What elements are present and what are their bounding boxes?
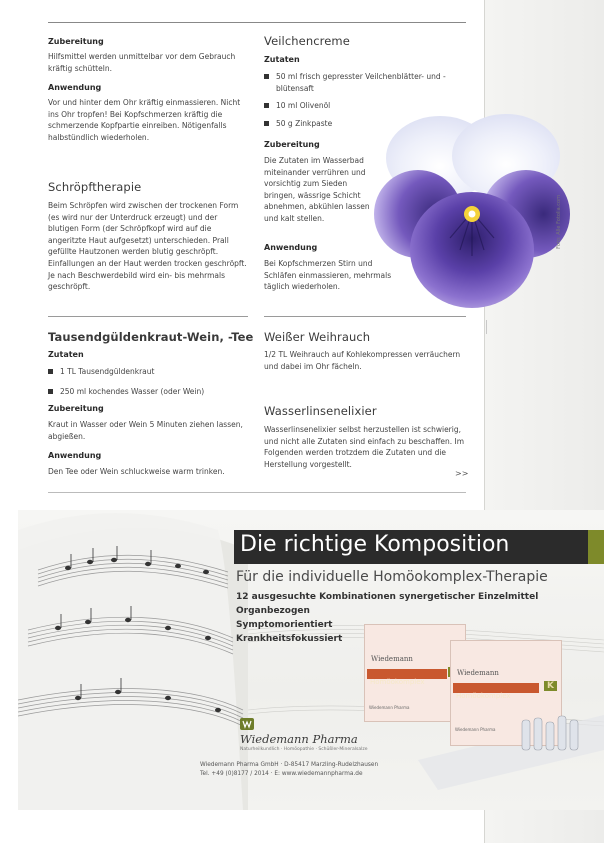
ad-bold-line: 12 ausgesuchte Kombinationen synergetischer Einzelmittel — [236, 592, 539, 602]
subheading-zubereitung-veilchen: Zubereitung — [264, 140, 320, 149]
paragraph-schroepftherapie: Beim Schröpfen wird zwischen der trockenen Form (es wird nur der Unterdruck erzeugt) und der blutigen Form (der Schröpfkopf wird auf die angeritzte Haut aufgesetzt) unterschieden. Prall gefüllte Hautzonen werden blutig geschröpft. Einfallungen an der Haut werden trocken geschröpft. Je nach Beschwerdebild wird ein- bis mehrmals geschröpft. — [48, 201, 247, 292]
product-letter-badge: K — [544, 681, 557, 691]
subheading-zubereitung-tausendguelden: Zubereitung — [48, 404, 104, 413]
section-title-schroepftherapie: Schröpftherapie — [48, 180, 142, 194]
section-title-weihrauch: Weißer Weihrauch — [264, 330, 371, 344]
subheading-zutaten: Zutaten — [264, 55, 300, 64]
top-divider — [48, 22, 466, 23]
company-contact: Tel. +49 (0)8177 / 2014 · E: www.wiedemannpharma.de — [200, 771, 363, 777]
wiedemann-logo-icon — [240, 718, 254, 730]
list-item: 10 ml Olivenöl — [264, 100, 454, 112]
advertisement[interactable] — [18, 510, 604, 810]
subheading-zubereitung: Zubereitung — [48, 37, 104, 46]
divider-right — [264, 316, 466, 317]
banner-accent — [588, 530, 604, 564]
paragraph-zubereitung-veilchen: Die Zutaten im Wasserbad miteinander verrühren und vorsichtig zum Sieden bringen, wässrige Schicht abnehmen, abkühlen lassen und kalt stellen. — [264, 156, 370, 223]
section-title-tausendguelden: Tausendgüldenkraut-Wein, -Tee — [48, 330, 254, 344]
ad-bullet-line: Organbezogen — [236, 606, 310, 616]
ad-subheadline: Für die individuelle Homöokomplex-Therapie — [236, 569, 548, 585]
brand-tagline: Naturheilkundlich · Homöopathie · Schüßler-Mineralsalze — [240, 747, 368, 752]
list-item: 50 ml frisch gepresster Veilchenblätter- und -blütensaft — [264, 71, 454, 94]
brand-logo-text: Wiedemann Pharma — [240, 732, 358, 746]
product-box-g: Wiedemann Homöokomplex Wiedemann Pharma — [364, 624, 466, 722]
margin-tick — [486, 320, 487, 334]
company-address: Wiedemann Pharma GmbH · D-85417 Marzling-Rudelzhausen — [200, 762, 379, 768]
paragraph-anwendung-veilchen: Bei Kopfschmerzen Stirn und Schläfen einmassieren, mehrmals täglich wiederholen. — [264, 259, 392, 292]
ad-bullet-line: Symptomorientiert — [236, 620, 333, 630]
paragraph-weihrauch: 1/2 TL Weihrauch auf Kohlekompressen verräuchern und dabei im Ohr fächeln. — [264, 350, 461, 371]
paragraph-anwendung-tausendguelden: Den Tee oder Wein schluckweise warm trinken. — [48, 467, 225, 476]
paragraph-wasserlinsen: Wasserlinsenelixier selbst herzustellen ist schwierig, und nicht alle Zutaten sind einfach zu beschaffen. Im Folgenden werden trotzdem die Zutaten und die Herstellung vorgestellt. — [264, 425, 465, 469]
section-title-veilchencreme: Veilchencreme — [264, 34, 350, 48]
subheading-anwendung-veilchen: Anwendung — [264, 243, 318, 252]
pansy-flower-image — [374, 110, 570, 310]
divider-left — [48, 316, 248, 317]
list-item: 1 TL Tausendgüldenkraut — [48, 366, 248, 378]
paragraph-zubereitung: Hilfsmittel werden unmittelbar vor dem Gebrauch kräftig schütteln. — [48, 52, 236, 73]
subheading-anwendung-tausendguelden: Anwendung — [48, 451, 102, 460]
ad-headline: Die richtige Komposition — [240, 532, 510, 557]
list-item: 50 g Zinkpaste — [264, 118, 454, 130]
paragraph-anwendung: Vor und hinter dem Ohr kräftig einmassieren. Nicht ins Ohr tropfen! Bei Kopfschmerzen kräftig die schmerzende Kopfpartie einreiben. Nötigenfalls halbstündlich wiederholen. — [48, 98, 241, 142]
list-item: 250 ml kochendes Wasser (oder Wein) — [48, 386, 248, 398]
subheading-anwendung: Anwendung — [48, 83, 102, 92]
subheading-zutaten-tausendguelden: Zutaten — [48, 350, 84, 359]
photo-credit: Foto: Alle Fotolia.com — [556, 195, 562, 249]
ad-bullet-line: Krankheitsfokussiert — [236, 634, 343, 644]
product-box-k: Wiedemann Homöokomplex K Wiedemann Pharma — [450, 640, 562, 746]
ingredients-list-tausendguelden — [48, 366, 248, 397]
paragraph-zubereitung-tausendguelden: Kraut in Wasser oder Wein 5 Minuten ziehen lassen, abgießen. — [48, 420, 243, 441]
continue-marker: >> — [455, 469, 469, 478]
ampoules-image — [518, 710, 588, 754]
bottom-divider — [48, 492, 466, 493]
section-title-wasserlinsen: Wasserlinsenelixier — [264, 404, 377, 418]
